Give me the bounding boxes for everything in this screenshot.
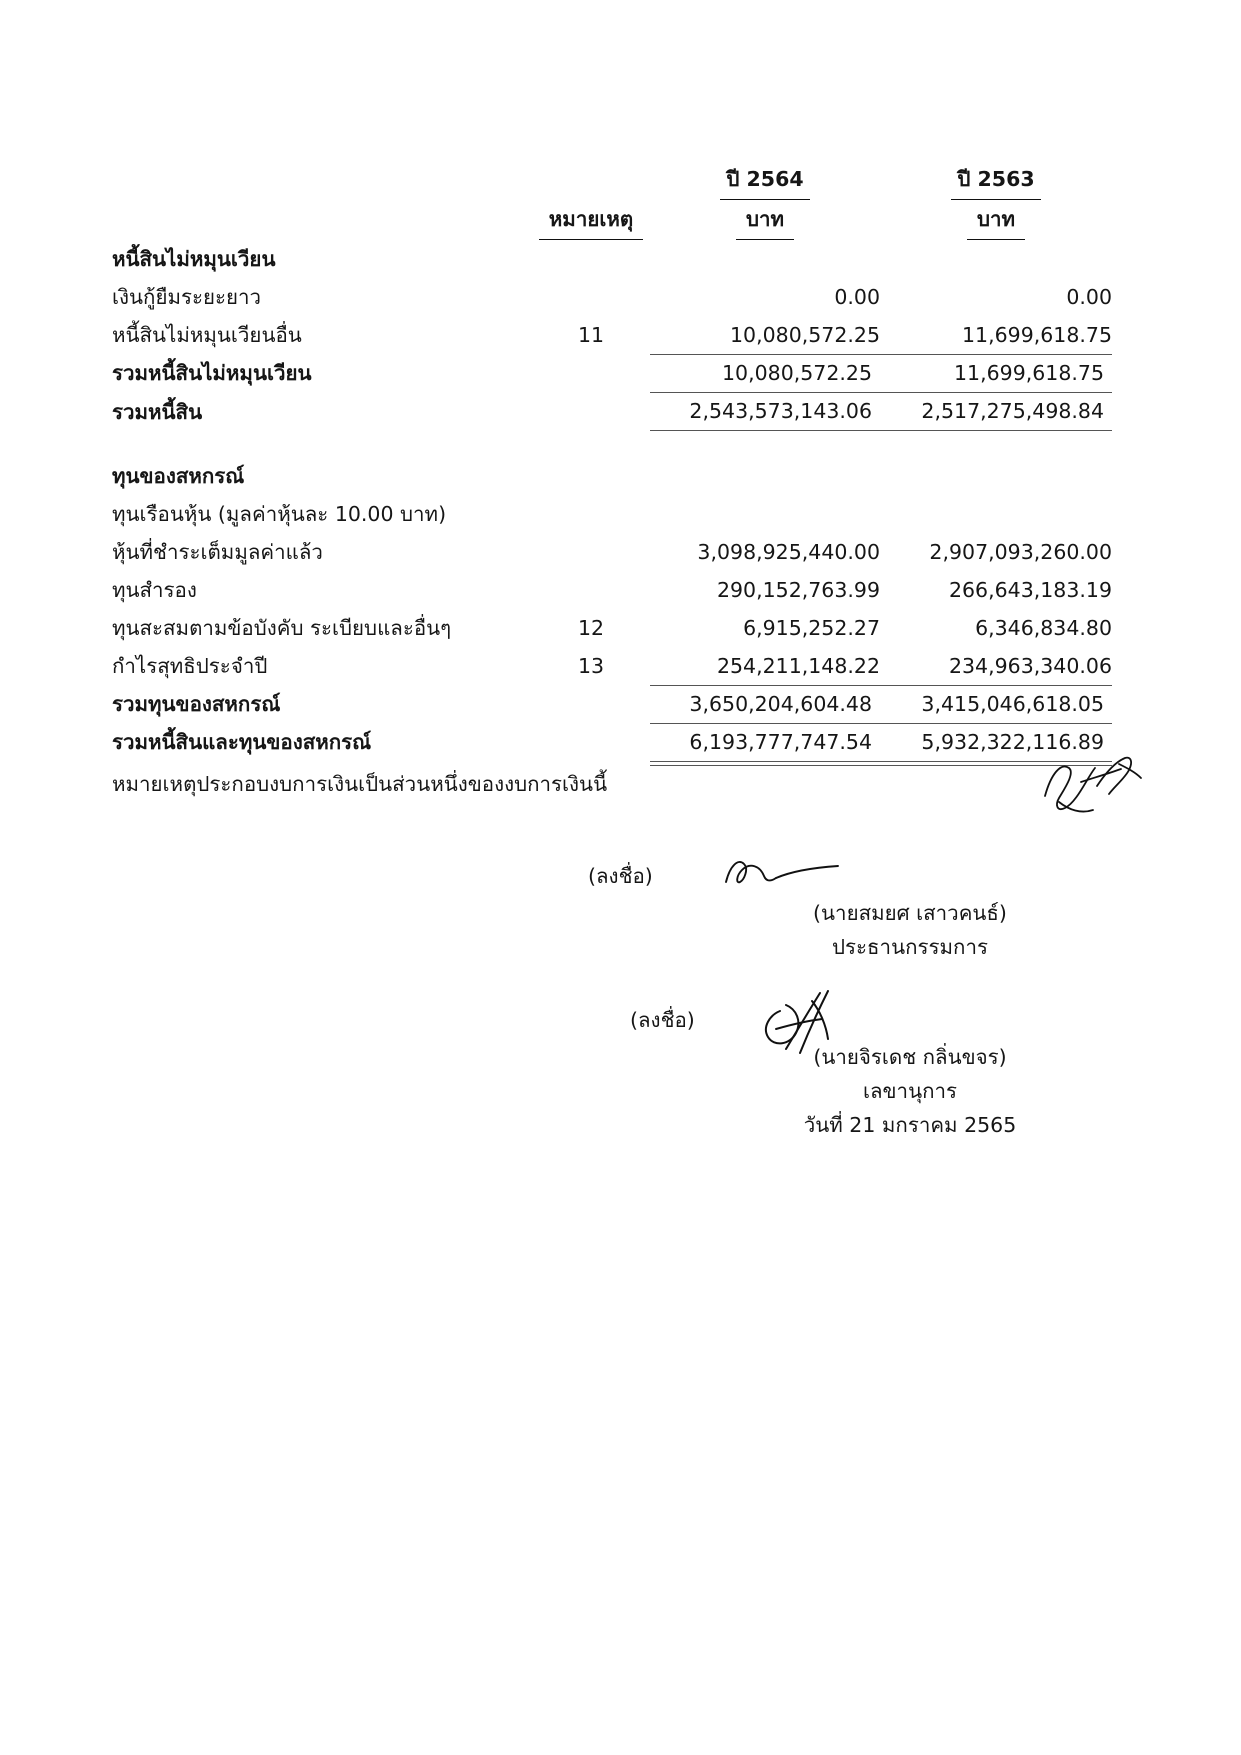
signer-role-secretary: เลขานุการ <box>862 1079 958 1103</box>
row-value-prior: 2,907,093,260.00 <box>929 540 1112 564</box>
row-value-current: 10,080,572.25 <box>730 323 880 347</box>
total-value-current: 2,543,573,143.06 <box>650 392 880 431</box>
table-row <box>112 278 1112 316</box>
header-note-label: หมายเหตุ <box>532 200 650 240</box>
section-spacer <box>112 431 1112 457</box>
signer-name-secretary: (นายจิรเดช กลิ่นขจร) <box>813 1045 1007 1069</box>
row-note <box>532 533 650 571</box>
grand-total-value-prior: 5,932,322,116.89 <box>880 723 1112 761</box>
signer-role-chairman: ประธานกรรมการ <box>832 935 988 959</box>
subtotal-value-current: 10,080,572.25 <box>650 354 880 392</box>
subtotal-value-current: 3,650,204,604.48 <box>650 685 880 723</box>
footnote-text: หมายเหตุประกอบงบการเงินเป็นส่วนหนึ่งของงบการเงินนี้ <box>112 772 608 796</box>
section-title-row <box>112 240 1112 278</box>
balance-sheet-table <box>112 160 1112 761</box>
grand-total-value-current: 6,193,777,747.54 <box>650 723 880 761</box>
total-value-prior: 2,517,275,498.84 <box>880 392 1112 431</box>
row-label: เงินกู้ยืมระยะยาว <box>112 285 262 309</box>
table-row <box>112 495 1112 533</box>
subtotal-value-prior: 3,415,046,618.05 <box>880 685 1112 723</box>
signer-name-chairman: (นายสมยศ เสาวคนธ์) <box>813 901 1007 925</box>
row-value-current: 0.00 <box>834 285 880 309</box>
row-value-current: 254,211,148.22 <box>716 654 880 678</box>
table-row <box>112 533 1112 571</box>
row-label: ทุนสะสมตามข้อบังคับ ระเบียบและอื่นๆ <box>112 616 452 640</box>
header-year-current: ปี 2564 <box>650 160 880 200</box>
signature-prefix-chairman: (ลงชื่อ) <box>588 864 653 888</box>
row-value-prior: 266,643,183.19 <box>948 578 1112 602</box>
section-title: หนี้สินไม่หมุนเวียน <box>112 247 276 271</box>
table-header-years <box>112 160 1112 200</box>
grand-total-label: รวมหนี้สินและทุนของสหกรณ์ <box>112 730 372 754</box>
subtotal-row <box>112 354 1112 392</box>
row-note <box>532 278 650 316</box>
table-row <box>112 571 1112 609</box>
row-value-current: 290,152,763.99 <box>716 578 880 602</box>
row-value-prior: 6,346,834.80 <box>975 616 1112 640</box>
row-value-prior <box>880 495 1112 533</box>
signature-row-secretary <box>560 994 1120 1040</box>
row-value-current <box>650 495 880 533</box>
row-value-current: 6,915,252.27 <box>743 616 880 640</box>
header-unit-prior: บาท <box>880 200 1112 240</box>
subtotal-label: รวมทุนของสหกรณ์ <box>112 692 281 716</box>
subtotal-label: รวมหนี้สินไม่หมุนเวียน <box>112 361 312 385</box>
row-value-prior: 234,963,340.06 <box>948 654 1112 678</box>
table-row <box>112 609 1112 647</box>
section-title: ทุนของสหกรณ์ <box>112 464 245 488</box>
row-note <box>532 495 650 533</box>
total-row <box>112 392 1112 431</box>
row-note: 11 <box>577 323 605 347</box>
row-label: หุ้นที่ชำระเต็มมูลค่าแล้ว <box>112 540 323 564</box>
signature-date: วันที่ 21 มกราคม 2565 <box>803 1113 1017 1137</box>
row-value-current: 3,098,925,440.00 <box>697 540 880 564</box>
section-title-row <box>112 457 1112 495</box>
row-label: หนี้สินไม่หมุนเวียนอื่น <box>112 323 302 347</box>
signature-prefix-secretary: (ลงชื่อ) <box>630 1008 695 1032</box>
header-unit-current: บาท <box>650 200 880 240</box>
subtotal-value-prior: 11,699,618.75 <box>880 354 1112 392</box>
signature-block <box>560 850 1120 1142</box>
header-year-prior: ปี 2563 <box>880 160 1112 200</box>
auditor-signature-mark <box>1035 752 1145 822</box>
total-label: รวมหนี้สิน <box>112 400 203 424</box>
row-note <box>532 571 650 609</box>
row-label: ทุนสำรอง <box>112 578 197 602</box>
row-note: 13 <box>577 654 605 678</box>
row-note: 12 <box>577 616 605 640</box>
subtotal-row <box>112 685 1112 723</box>
table-row <box>112 647 1112 685</box>
row-value-prior: 0.00 <box>1066 285 1112 309</box>
row-label: กำไรสุทธิประจำปี <box>112 654 268 678</box>
grand-total-row <box>112 723 1112 761</box>
signature-row-chairman <box>560 850 1120 896</box>
table-row <box>112 316 1112 354</box>
table-header-units <box>112 200 1112 240</box>
row-label: ทุนเรือนหุ้น (มูลค่าหุ้นละ 10.00 บาท) <box>112 502 447 526</box>
row-value-prior: 11,699,618.75 <box>962 323 1112 347</box>
